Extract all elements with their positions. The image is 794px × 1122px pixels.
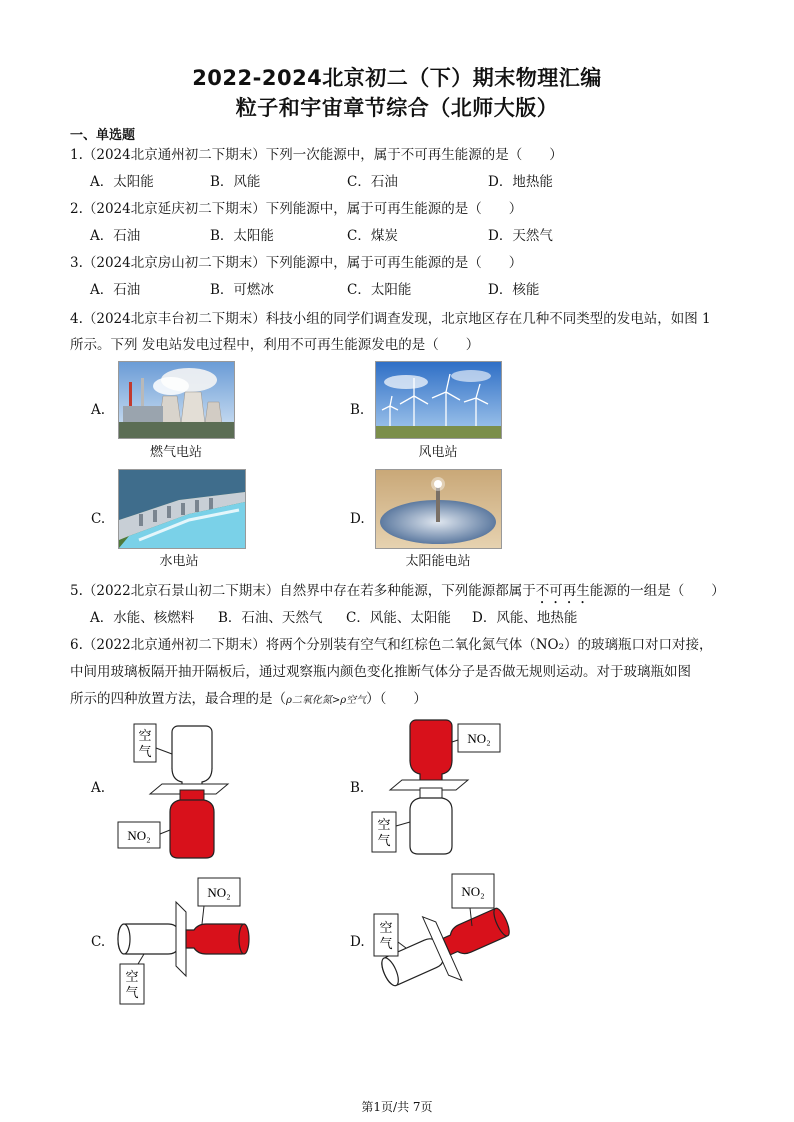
q6-b-no2-label: NO₂ xyxy=(467,731,491,746)
question-5-stem-pre: 5.（2022北京石景山初二下期末）自然界中存在若多种能源，下列能源都属于 xyxy=(70,583,536,599)
q4-option-a-letter: A. xyxy=(91,402,106,418)
q1-option-c: C．石油 xyxy=(347,174,398,190)
q4-option-c-caption: 水电站 xyxy=(159,554,199,569)
question-4-stem-line1: 4.（2024北京丰台初二下期末）科技小组的同学们调查发现，北京地区存在几种不同类型的发电站，如图 1 xyxy=(70,311,711,327)
q6-c-no2-label: NO₂ xyxy=(207,885,231,900)
q3-option-b: B．可燃冰 xyxy=(210,282,274,298)
q4-option-d-caption: 太阳能电站 xyxy=(405,554,471,569)
q2-option-b: B．太阳能 xyxy=(210,228,274,244)
solar-plant-photo xyxy=(375,469,502,549)
page-subtitle: 粒子和宇宙章节综合（北师大版） xyxy=(235,96,559,120)
question-5-emphasis: 不可再生 xyxy=(535,583,590,599)
q6-option-c-letter: C. xyxy=(91,934,106,950)
q1-option-d: D．地热能 xyxy=(488,174,553,190)
question-6-stem-line3-post: ）（ ） xyxy=(366,691,427,707)
q6-a-air-label-1: 空 xyxy=(138,728,152,743)
q1-option-b: B．风能 xyxy=(210,174,261,190)
q6-option-b-figure xyxy=(368,716,508,866)
q6-option-a-figure xyxy=(110,718,240,868)
q6-d-air-label-1: 空 xyxy=(379,920,393,935)
power-plant-photo xyxy=(118,361,235,439)
question-2-stem: 2.（2024北京延庆初二下期末）下列能源中，属于可再生能源的是（ ） xyxy=(70,201,523,217)
q2-option-d: D．天然气 xyxy=(488,228,553,244)
q6-option-c-figure xyxy=(112,872,262,1012)
q4-option-b-letter: B. xyxy=(350,402,365,418)
q3-option-a: A．石油 xyxy=(90,282,141,298)
q2-option-a: A．石油 xyxy=(90,228,141,244)
q4-option-c-letter: C. xyxy=(91,511,106,527)
section-heading: 一、单选题 xyxy=(70,128,136,143)
question-4-stem-line2: 所示。下列 发电站发电过程中，利用不可再生能源发电的是（ ） xyxy=(70,337,480,353)
q6-b-air-label-1: 空 xyxy=(377,817,391,832)
question-6-stem-line3 xyxy=(70,687,427,707)
q6-option-a-letter: A. xyxy=(91,780,106,796)
q6-a-no2-label: NO₂ xyxy=(127,828,151,843)
q6-c-air-label-1: 空 xyxy=(125,969,139,984)
q4-option-a-caption: 燃气电站 xyxy=(149,445,202,460)
q6-a-air-label-2: 气 xyxy=(138,744,152,759)
q6-option-b-letter: B. xyxy=(350,780,365,796)
q1-option-a: A．太阳能 xyxy=(90,174,154,190)
question-5-stem xyxy=(70,579,725,607)
q4-option-b-caption: 风电站 xyxy=(418,445,458,460)
q5-option-d: D．风能、地热能 xyxy=(472,610,578,626)
q3-option-c: C．太阳能 xyxy=(347,282,412,298)
q5-option-a: A．水能、核燃料 xyxy=(90,610,195,626)
question-6-stem-line2: 中间用玻璃板隔开抽开隔板后，通过观察瓶内颜色变化推断气体分子是否做无规则运动。对于玻璃瓶如图 xyxy=(70,664,691,680)
question-6-stem-line1: 6.（2022北京通州初二下期末）将两个分别装有空气和红棕色二氧化氮气体（NO₂）的玻璃瓶口对口对接， xyxy=(70,637,713,653)
page-title: 2022-2024北京初二（下）期末物理汇编 xyxy=(192,66,602,90)
q6-d-air-label-2: 气 xyxy=(379,936,393,951)
page-footer: 第1页/共 7页 xyxy=(361,1100,433,1114)
question-6-stem-line3-pre: 所示的四种放置方法，最合理的是（ xyxy=(70,691,286,707)
q6-option-d-letter: D. xyxy=(350,934,365,950)
q6-b-air-label-2: 气 xyxy=(377,833,391,848)
q6-c-air-label-2: 气 xyxy=(125,985,139,1000)
q6-d-no2-label: NO₂ xyxy=(461,884,485,899)
q6-option-d-figure xyxy=(370,868,530,1008)
question-1-stem: 1.（2024北京通州初二下期末）下列一次能源中，属于不可再生能源的是（ ） xyxy=(70,147,563,163)
density-formula: ρ二氧化氮>ρ空气 xyxy=(286,695,367,706)
question-3-stem: 3.（2024北京房山初二下期末）下列能源中，属于可再生能源的是（ ） xyxy=(70,255,523,271)
q5-option-c: C．风能、太阳能 xyxy=(346,610,451,626)
q5-option-b: B．石油、天然气 xyxy=(218,610,323,626)
wind-farm-photo xyxy=(375,361,502,439)
q3-option-d: D．核能 xyxy=(488,282,540,298)
question-5-stem-post: 能源的一组是（ ） xyxy=(589,583,725,599)
hydro-dam-photo xyxy=(118,469,246,549)
q4-option-d-letter: D. xyxy=(350,511,365,527)
q2-option-c: C．煤炭 xyxy=(347,228,398,244)
